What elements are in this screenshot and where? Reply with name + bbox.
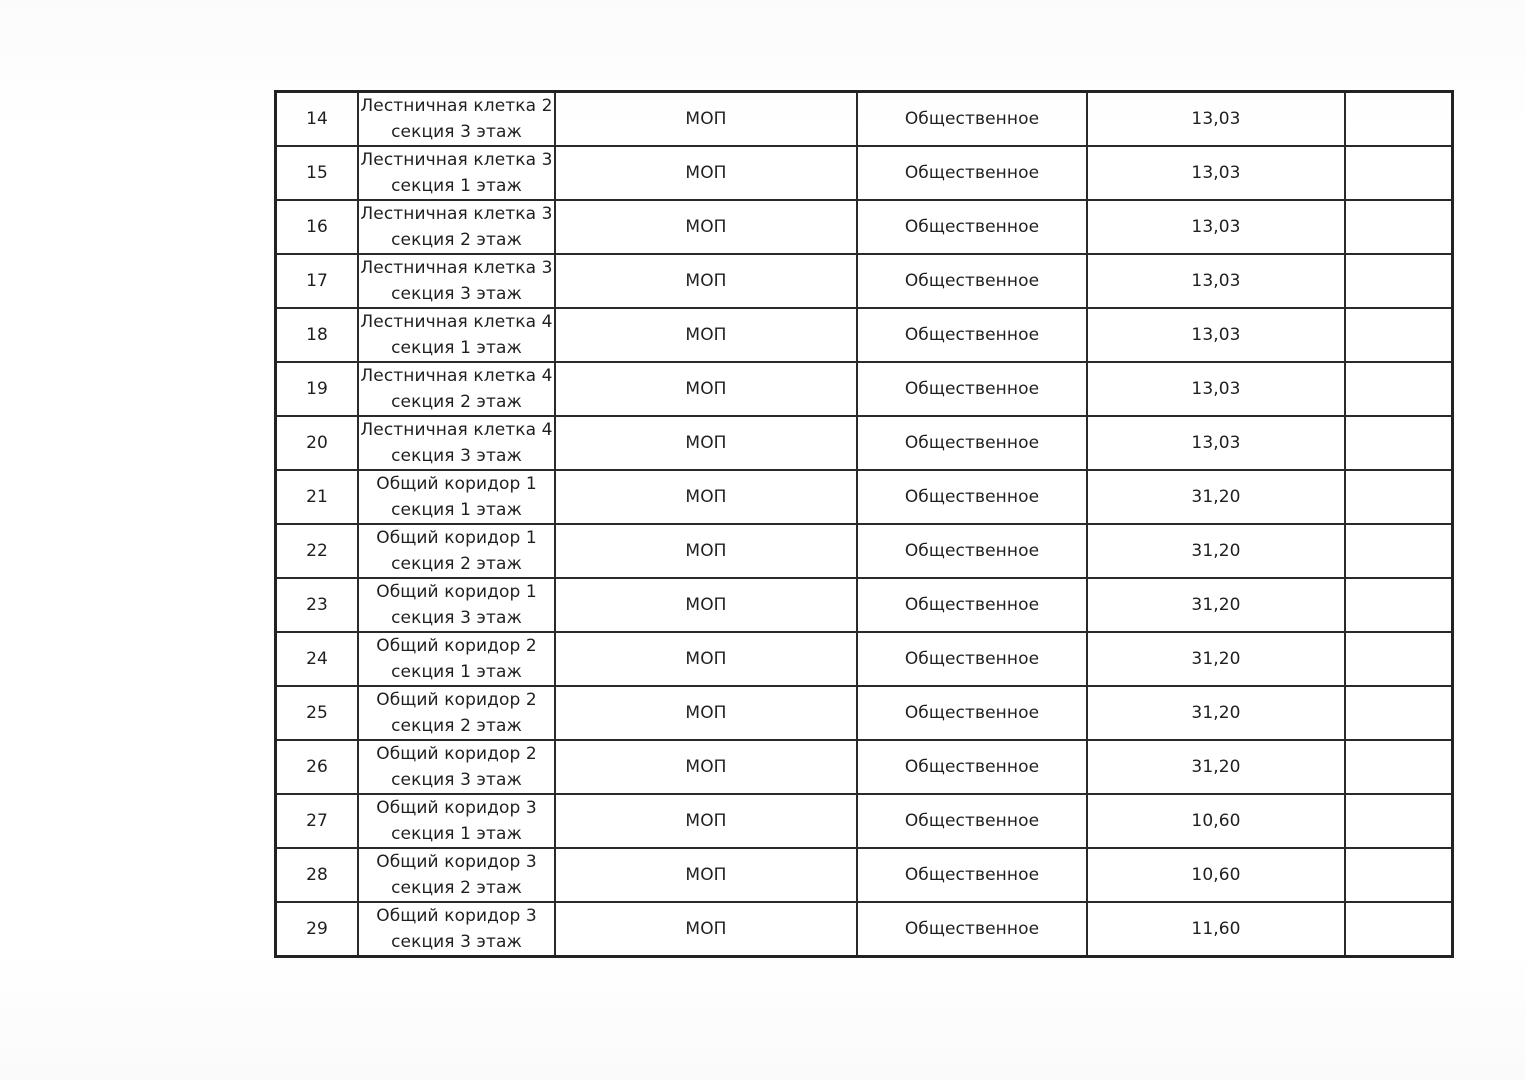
room-name-cell (358, 632, 555, 686)
room-type-cell: МОП (555, 416, 857, 470)
empty-cell (1345, 416, 1453, 470)
table-row (276, 254, 1453, 308)
room-type-cell: МОП (555, 200, 857, 254)
room-name-line: секция 3 этаж (391, 284, 522, 304)
empty-cell (1345, 92, 1453, 147)
room-name-line: Лестничная клетка 2 (360, 96, 553, 116)
room-area-cell: 13,03 (1087, 92, 1345, 147)
table-row (276, 92, 1453, 147)
room-name-line: Общий коридор 1 (376, 474, 537, 494)
room-name-line: Лестничная клетка 4 (360, 420, 553, 440)
room-name-cell (358, 686, 555, 740)
row-number-cell: 25 (276, 686, 359, 740)
room-purpose-cell: Общественное (857, 146, 1087, 200)
room-type-cell: МОП (555, 92, 857, 147)
room-purpose-cell: Общественное (857, 848, 1087, 902)
room-name-line: секция 2 этаж (391, 392, 522, 412)
table-row (276, 902, 1453, 957)
room-area-cell: 11,60 (1087, 902, 1345, 957)
room-name-cell (358, 308, 555, 362)
table-row (276, 524, 1453, 578)
premises-table (274, 90, 1454, 958)
room-purpose-cell: Общественное (857, 200, 1087, 254)
row-number-cell: 23 (276, 578, 359, 632)
room-name-cell (358, 524, 555, 578)
room-purpose-cell: Общественное (857, 416, 1087, 470)
row-number-cell: 14 (276, 92, 359, 147)
row-number-cell: 16 (276, 200, 359, 254)
empty-cell (1345, 902, 1453, 957)
row-number-cell: 28 (276, 848, 359, 902)
table-row (276, 470, 1453, 524)
room-name-line: секция 1 этаж (391, 176, 522, 196)
row-number-cell: 29 (276, 902, 359, 957)
room-name-line: Общий коридор 3 (376, 852, 537, 872)
room-type-cell: МОП (555, 902, 857, 957)
empty-cell (1345, 686, 1453, 740)
row-number-cell: 20 (276, 416, 359, 470)
room-area-cell: 13,03 (1087, 146, 1345, 200)
room-name-cell (358, 740, 555, 794)
empty-cell (1345, 632, 1453, 686)
room-purpose-cell: Общественное (857, 470, 1087, 524)
table-row (276, 794, 1453, 848)
room-name-line: Лестничная клетка 4 (360, 366, 553, 386)
room-name-line: секция 1 этаж (391, 338, 522, 358)
room-type-cell: МОП (555, 254, 857, 308)
room-area-cell: 13,03 (1087, 362, 1345, 416)
row-number-cell: 15 (276, 146, 359, 200)
row-number-cell: 18 (276, 308, 359, 362)
room-area-cell: 13,03 (1087, 254, 1345, 308)
empty-cell (1345, 578, 1453, 632)
room-purpose-cell: Общественное (857, 578, 1087, 632)
room-name-line: секция 2 этаж (391, 716, 522, 736)
row-number-cell: 26 (276, 740, 359, 794)
table-row (276, 362, 1453, 416)
room-name-line: секция 3 этаж (391, 932, 522, 952)
room-name-line: секция 1 этаж (391, 662, 522, 682)
table-row (276, 308, 1453, 362)
room-name-line: Общий коридор 1 (376, 582, 537, 602)
room-area-cell: 13,03 (1087, 308, 1345, 362)
room-name-cell (358, 902, 555, 957)
row-number-cell: 17 (276, 254, 359, 308)
table-row (276, 632, 1453, 686)
table-row (276, 848, 1453, 902)
room-name-cell (358, 92, 555, 147)
room-name-line: секция 2 этаж (391, 554, 522, 574)
room-type-cell: МОП (555, 146, 857, 200)
row-number-cell: 19 (276, 362, 359, 416)
row-number-cell: 22 (276, 524, 359, 578)
room-name-line: Лестничная клетка 3 (360, 204, 553, 224)
room-name-cell (358, 848, 555, 902)
empty-cell (1345, 794, 1453, 848)
empty-cell (1345, 200, 1453, 254)
room-name-line: Общий коридор 1 (376, 528, 537, 548)
room-name-cell (358, 794, 555, 848)
empty-cell (1345, 740, 1453, 794)
room-area-cell: 31,20 (1087, 740, 1345, 794)
room-name-cell (358, 578, 555, 632)
room-purpose-cell: Общественное (857, 632, 1087, 686)
room-area-cell: 31,20 (1087, 524, 1345, 578)
empty-cell (1345, 362, 1453, 416)
empty-cell (1345, 470, 1453, 524)
room-purpose-cell: Общественное (857, 794, 1087, 848)
room-name-line: секция 3 этаж (391, 608, 522, 628)
room-name-cell (358, 362, 555, 416)
room-area-cell: 10,60 (1087, 794, 1345, 848)
room-name-cell (358, 200, 555, 254)
table-row (276, 578, 1453, 632)
room-name-line: Общий коридор 2 (376, 690, 537, 710)
room-purpose-cell: Общественное (857, 362, 1087, 416)
room-name-line: секция 3 этаж (391, 122, 522, 142)
table-row (276, 146, 1453, 200)
room-name-cell (358, 254, 555, 308)
room-name-line: Общий коридор 3 (376, 798, 537, 818)
room-name-line: Общий коридор 2 (376, 636, 537, 656)
table-row (276, 686, 1453, 740)
room-purpose-cell: Общественное (857, 524, 1087, 578)
room-type-cell: МОП (555, 470, 857, 524)
room-name-line: секция 2 этаж (391, 878, 522, 898)
row-number-cell: 27 (276, 794, 359, 848)
room-type-cell: МОП (555, 524, 857, 578)
room-area-cell: 31,20 (1087, 632, 1345, 686)
room-name-line: Общий коридор 3 (376, 906, 537, 926)
room-type-cell: МОП (555, 362, 857, 416)
room-purpose-cell: Общественное (857, 254, 1087, 308)
room-purpose-cell: Общественное (857, 740, 1087, 794)
room-name-cell (358, 470, 555, 524)
room-area-cell: 31,20 (1087, 470, 1345, 524)
room-area-cell: 13,03 (1087, 416, 1345, 470)
room-purpose-cell: Общественное (857, 92, 1087, 147)
empty-cell (1345, 848, 1453, 902)
room-type-cell: МОП (555, 794, 857, 848)
room-purpose-cell: Общественное (857, 308, 1087, 362)
room-name-cell (358, 146, 555, 200)
room-name-line: секция 1 этаж (391, 824, 522, 844)
table-row (276, 740, 1453, 794)
room-type-cell: МОП (555, 578, 857, 632)
room-name-line: Лестничная клетка 3 (360, 150, 553, 170)
row-number-cell: 21 (276, 470, 359, 524)
premises-table-body (276, 92, 1453, 957)
room-type-cell: МОП (555, 308, 857, 362)
room-area-cell: 13,03 (1087, 200, 1345, 254)
room-name-cell (358, 416, 555, 470)
room-name-line: Лестничная клетка 3 (360, 258, 553, 278)
room-name-line: Общий коридор 2 (376, 744, 537, 764)
row-number-cell: 24 (276, 632, 359, 686)
empty-cell (1345, 524, 1453, 578)
room-area-cell: 31,20 (1087, 686, 1345, 740)
room-type-cell: МОП (555, 740, 857, 794)
room-type-cell: МОП (555, 848, 857, 902)
empty-cell (1345, 146, 1453, 200)
room-area-cell: 31,20 (1087, 578, 1345, 632)
room-name-line: секция 2 этаж (391, 230, 522, 250)
room-purpose-cell: Общественное (857, 902, 1087, 957)
room-name-line: секция 3 этаж (391, 770, 522, 790)
table-row (276, 200, 1453, 254)
room-type-cell: МОП (555, 632, 857, 686)
room-name-line: Лестничная клетка 4 (360, 312, 553, 332)
room-name-line: секция 3 этаж (391, 446, 522, 466)
room-area-cell: 10,60 (1087, 848, 1345, 902)
empty-cell (1345, 308, 1453, 362)
empty-cell (1345, 254, 1453, 308)
room-purpose-cell: Общественное (857, 686, 1087, 740)
room-name-line: секция 1 этаж (391, 500, 522, 520)
room-type-cell: МОП (555, 686, 857, 740)
table-row (276, 416, 1453, 470)
